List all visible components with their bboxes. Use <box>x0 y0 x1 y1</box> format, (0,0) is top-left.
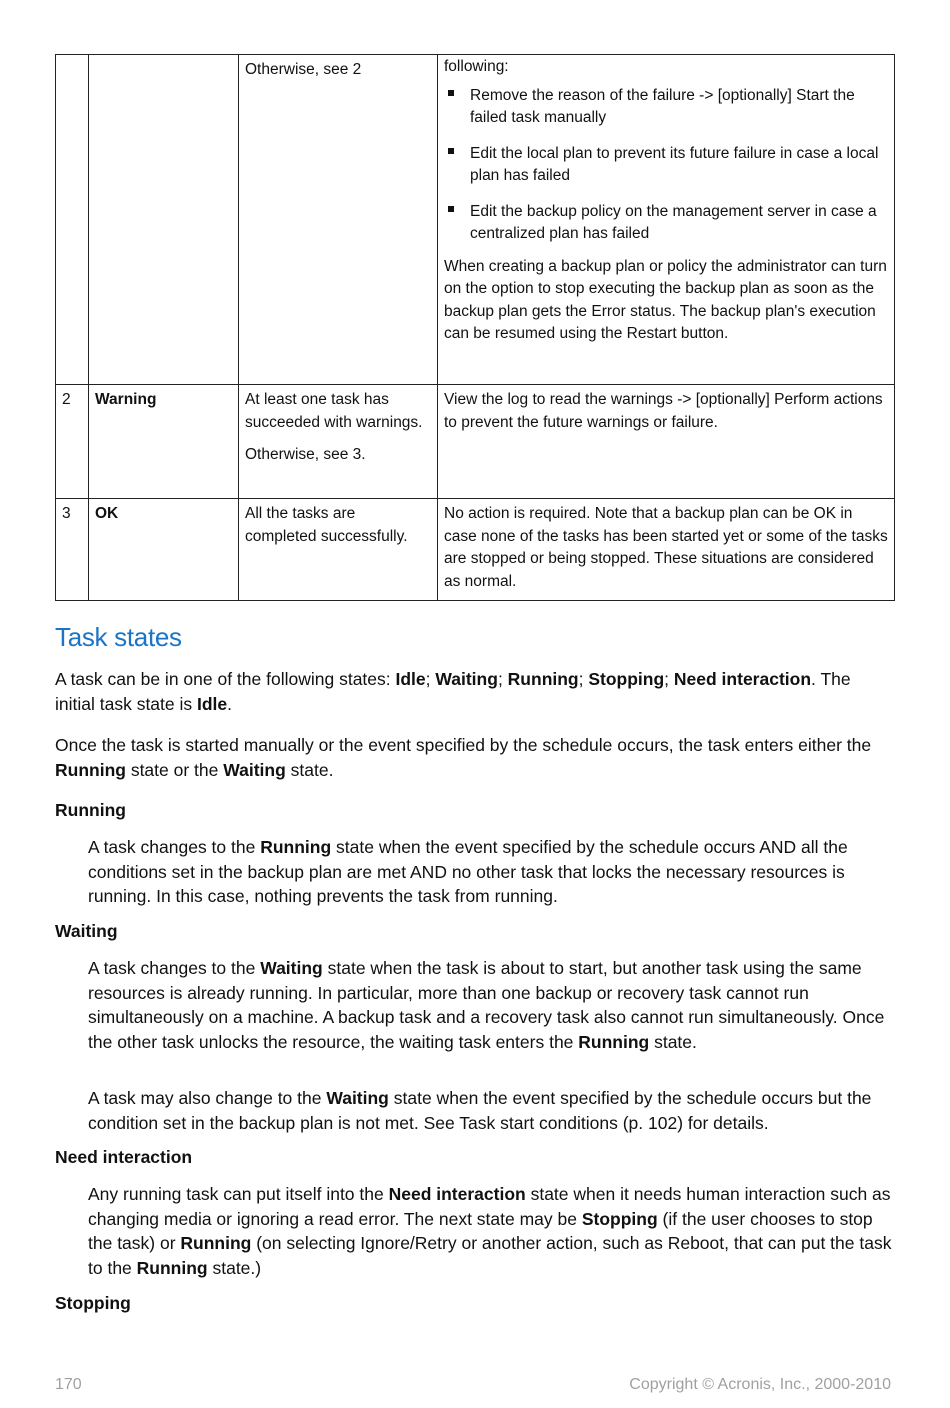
row-number <box>56 55 89 385</box>
stopping-subheading: Stopping <box>55 1293 131 1313</box>
row-action <box>438 55 895 385</box>
waiting-paragraph-2: A task may also change to the Waiting state when the event specified by the schedule occurs but the condition set in the backup plan is not met. See Task start conditions (p. 102) for details. <box>88 1088 872 1133</box>
need-interaction-subheading: Need interaction <box>55 1147 193 1167</box>
bullet-icon <box>448 206 454 212</box>
row-status: OK <box>89 499 239 601</box>
condition-text: Otherwise, see 3. <box>245 446 366 463</box>
condition-text: Otherwise, see 2 <box>245 61 362 78</box>
running-paragraph: A task changes to the Running state when the event specified by the schedule occurs AND all the conditions set in the backup plan are met AND no other task that locks the necessary resources is running. In this case, nothing prevents the task from running. <box>88 837 848 907</box>
running-subheading: Running <box>55 800 126 820</box>
action-text: No action is required. Note that a backup plan can be OK in case none of the tasks has been started yet or some of the tasks are stopped or being stopped. These situations are considered as normal. <box>444 505 888 590</box>
page-number: 170 <box>55 1376 82 1393</box>
waiting-subheading: Waiting <box>55 921 118 941</box>
row-number: 2 <box>56 385 89 499</box>
copyright: Copyright © Acronis, Inc., 2000-2010 <box>629 1376 891 1393</box>
need-interaction-paragraph: Any running task can put itself into the Need interaction state when it needs human interaction such as changing media or ignoring a read error. The next state may be Stopping (if the user chooses to stop the task) or Running (on selecting Ignore/Retry or another action, such as Reboot, that can put the task to the Running state.) <box>88 1184 892 1279</box>
row-action <box>438 385 895 499</box>
list-item: Edit the local plan to prevent its future failure in case a local plan has failed <box>444 143 888 188</box>
table-row <box>56 385 895 499</box>
row-condition <box>239 55 438 385</box>
intro-paragraph: A task can be in one of the following states: Idle; Waiting; Running; Stopping; Need interaction. The initial task state is Idle. <box>55 669 851 714</box>
action-list <box>444 85 888 246</box>
row-condition <box>239 385 438 499</box>
action-intro: following: <box>444 58 509 75</box>
action-text: View the log to read the warnings -> [optionally] Perform actions to prevent the future warnings or failure. <box>444 391 883 431</box>
row-status <box>89 55 239 385</box>
row-condition <box>239 499 438 601</box>
row-action <box>438 499 895 601</box>
row-status: Warning <box>89 385 239 499</box>
bullet-icon <box>448 90 454 96</box>
status-table <box>55 54 895 601</box>
condition-text: All the tasks are completed successfully. <box>245 505 408 545</box>
table-row <box>56 499 895 601</box>
start-paragraph: Once the task is started manually or the event specified by the schedule occurs, the task enters either the Running state or the Waiting state. <box>55 735 872 780</box>
list-item: Edit the backup policy on the management server in case a centralized plan has failed <box>444 201 888 246</box>
section-heading: Task states <box>55 622 182 652</box>
waiting-paragraph: A task changes to the Waiting state when the task is about to start, but another task using the same resources is already running. In particular, more than one backup or recovery task cannot run simultaneously on a machine. A backup task and a recovery task also cannot run simultaneously. Once the other task unlocks the resource, the waiting task enters the Running state. <box>88 958 885 1053</box>
action-note: When creating a backup plan or policy the administrator can turn on the option to stop executing the backup plan as soon as the backup plan gets the Error status. The backup plan's execution can be resumed using the Restart button. <box>444 257 887 342</box>
row-number: 3 <box>56 499 89 601</box>
list-item: Remove the reason of the failure -> [optionally] Start the failed task manually <box>444 85 888 130</box>
table-row <box>56 55 895 385</box>
condition-text: At least one task has succeeded with warnings. <box>245 391 423 431</box>
bullet-icon <box>448 148 454 154</box>
